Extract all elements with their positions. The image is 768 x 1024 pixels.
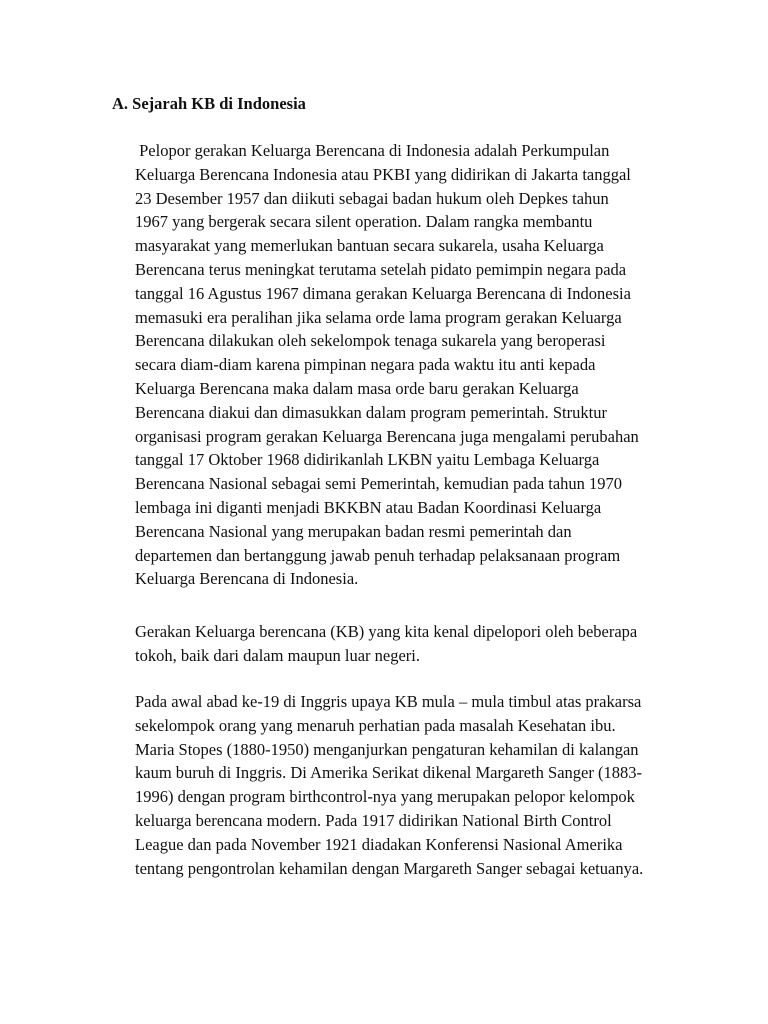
text-line: tokoh, baik dari dalam maupun luar negeri. xyxy=(135,645,420,665)
text-line: Keluarga Berencana Indonesia atau PKBI yang didirikan di Jakarta tanggal xyxy=(135,164,631,184)
paragraph-international-history xyxy=(135,690,695,880)
text-line: secara diam-diam karena pimpinan negara pada waktu itu anti kepada xyxy=(135,355,596,375)
text-line: tanggal 17 Oktober 1968 didirikanlah LKBN yaitu Lembaga Keluarga xyxy=(135,450,600,470)
text-line: sekelompok orang yang menaruh perhatian pada masalah Kesehatan ibu. xyxy=(135,715,616,735)
text-line: masyarakat yang memerlukan bantuan secara sukarela, usaha Keluarga xyxy=(135,236,604,256)
text-line: 1996) dengan program birthcontrol-nya yang merupakan pelopor kelompok xyxy=(135,787,635,807)
text-line: tanggal 16 Agustus 1967 dimana gerakan Keluarga Berencana di Indonesia xyxy=(135,283,631,303)
text-line: Pada awal abad ke-19 di Inggris upaya KB mula – mula timbul atas prakarsa xyxy=(135,692,642,711)
paragraph-pioneers xyxy=(135,620,695,668)
text-line: Berencana Nasional yang merupakan badan resmi pemerintah dan xyxy=(135,521,572,541)
text-line: Pelopor gerakan Keluarga Berencana di Indonesia adalah Perkumpulan xyxy=(135,141,610,160)
text-line: Berencana dilakukan oleh sekelompok tenaga sukarela yang beroperasi xyxy=(135,331,606,351)
text-line: tentang pengontrolan kehamilan dengan Margareth Sanger sebagai ketuanya. xyxy=(135,858,644,878)
text-line: Berencana Nasional sebagai semi Pemerintah, kemudian pada tahun 1970 xyxy=(135,474,623,494)
text-line: memasuki era peralihan jika selama orde lama program gerakan Keluarga xyxy=(135,307,622,327)
paragraph-history-pkbi xyxy=(135,139,695,591)
text-line: 1967 yang bergerak secara silent operation. Dalam rangka membantu xyxy=(135,212,593,232)
text-line: Berencana diakui dan dimasukkan dalam program pemerintah. Struktur xyxy=(135,402,607,422)
text-line: Berencana terus meningkat terutama setelah pidato pemimpin negara pada xyxy=(135,259,627,279)
text-line: departemen dan bertanggung jawab penuh terhadap pelaksanaan program xyxy=(135,545,621,565)
text-line: 23 Desember 1957 dan diikuti sebagai badan hukum oleh Depkes tahun xyxy=(135,188,609,208)
text-line: lembaga ini diganti menjadi BKKBN atau Badan Koordinasi Keluarga xyxy=(135,497,602,517)
text-line: organisasi program gerakan Keluarga Berencana juga mengalami perubahan xyxy=(135,426,639,446)
text-line: Maria Stopes (1880-1950) menganjurkan pengaturan kehamilan di kalangan xyxy=(135,739,639,759)
text-line: Keluarga Berencana maka dalam masa orde baru gerakan Keluarga xyxy=(135,378,579,398)
text-line: keluarga berencana modern. Pada 1917 didirikan National Birth Control xyxy=(135,810,612,830)
text-line: kaum buruh di Inggris. Di Amerika Serikat dikenal Margareth Sanger (1883- xyxy=(135,763,642,783)
section-heading: A. Sejarah KB di Indonesia xyxy=(112,94,306,113)
text-line: League dan pada November 1921 diadakan Konferensi Nasional Amerika xyxy=(135,834,623,854)
text-line: Gerakan Keluarga berencana (KB) yang kita kenal dipelopori oleh beberapa xyxy=(135,622,638,641)
text-line: Keluarga Berencana di Indonesia. xyxy=(135,569,359,589)
